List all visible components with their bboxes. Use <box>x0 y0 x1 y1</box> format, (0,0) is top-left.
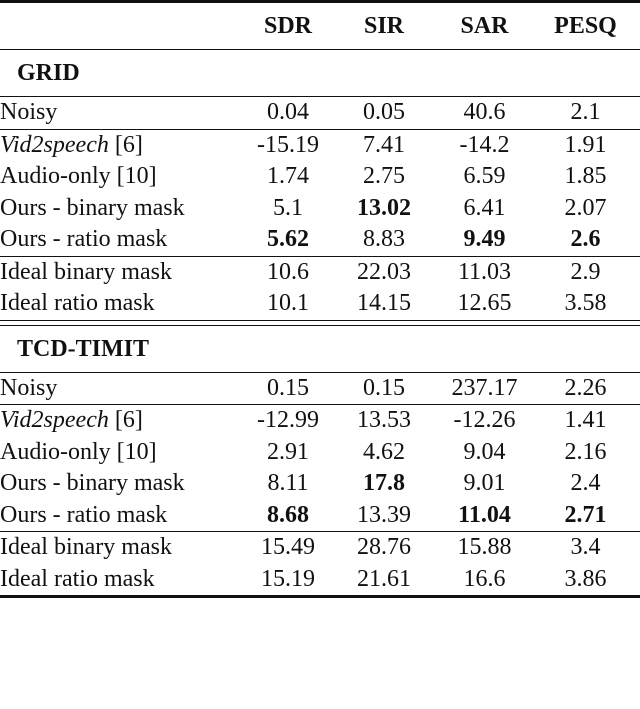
method-cell: Audio-only [10] <box>0 438 157 465</box>
value-cell: 9.01 <box>463 470 506 496</box>
table-row <box>0 129 640 161</box>
table-row <box>0 224 640 256</box>
method-name: Vid2speech <box>0 131 109 158</box>
value-cell: 14.15 <box>357 290 411 316</box>
value-cell: 0.15 <box>330 372 438 405</box>
value-cell-best: 17.8 <box>363 470 405 496</box>
section-title-grid: GRID <box>0 50 640 97</box>
value-cell: 10.1 <box>267 290 309 316</box>
value-cell: 28.76 <box>330 532 438 564</box>
table-row <box>0 500 640 532</box>
value-cell: 2.16 <box>564 438 607 465</box>
value-cell: 15.88 <box>438 532 531 564</box>
table-row <box>0 288 640 320</box>
method-cell: Noisy <box>0 372 246 405</box>
value-cell: 1.41 <box>531 405 640 437</box>
value-cell: 5.1 <box>273 194 303 221</box>
value-cell: 11.03 <box>438 256 531 288</box>
value-cell: 2.07 <box>564 194 607 221</box>
value-cell: -15.19 <box>246 129 330 161</box>
value-cell: 2.9 <box>531 256 640 288</box>
table-row <box>0 97 640 130</box>
value-cell: 1.91 <box>531 129 640 161</box>
header-pesq: PESQ <box>531 2 640 50</box>
value-cell-best: 5.62 <box>267 226 309 252</box>
value-cell: 6.41 <box>463 194 506 221</box>
value-cell: 15.19 <box>246 564 330 597</box>
value-cell: -12.99 <box>246 405 330 437</box>
value-cell: 7.41 <box>330 129 438 161</box>
value-cell: 3.86 <box>531 564 640 597</box>
value-cell: 16.6 <box>438 564 531 597</box>
method-cell: Noisy <box>0 97 246 130</box>
section-title-row <box>0 50 640 97</box>
value-cell: 2.75 <box>363 163 405 189</box>
value-cell: 2.91 <box>267 438 309 465</box>
method-cell: Ideal binary mask <box>0 256 246 288</box>
value-cell: 3.58 <box>564 290 607 316</box>
section-title-row <box>0 325 640 372</box>
table-row <box>0 405 640 437</box>
table-row <box>0 437 640 469</box>
value-cell: 8.83 <box>363 226 405 252</box>
table-row <box>0 161 640 193</box>
value-cell: 2.4 <box>570 470 601 496</box>
method-cell: Audio-only [10] <box>0 163 157 189</box>
method-name: Vid2speech <box>0 407 109 433</box>
value-cell: 6.59 <box>463 163 506 189</box>
value-cell: 3.4 <box>531 532 640 564</box>
method-cell: Ours - ratio mask <box>0 501 168 528</box>
table-row <box>0 372 640 405</box>
value-cell-best: 2.6 <box>570 226 601 252</box>
value-cell-best: 2.71 <box>564 501 607 528</box>
method-cell: Ours - ratio mask <box>0 226 168 252</box>
value-cell: 0.05 <box>330 97 438 130</box>
value-cell: 22.03 <box>330 256 438 288</box>
value-cell-best: 11.04 <box>458 501 511 528</box>
value-cell: 237.17 <box>438 372 531 405</box>
value-cell-best: 8.68 <box>267 501 309 528</box>
value-cell: 15.49 <box>246 532 330 564</box>
method-cell: Ours - binary mask <box>0 194 185 221</box>
method-cell <box>0 405 246 437</box>
value-cell: 13.53 <box>330 405 438 437</box>
value-cell: 21.61 <box>330 564 438 597</box>
header-empty-cell <box>0 2 246 50</box>
header-sar: SAR <box>438 2 531 50</box>
value-cell: 10.6 <box>246 256 330 288</box>
method-cell: Ours - binary mask <box>0 470 185 496</box>
table-row <box>0 564 640 597</box>
method-cell: Ideal ratio mask <box>0 290 155 316</box>
citation: [6] <box>114 407 143 433</box>
value-cell: 0.04 <box>246 97 330 130</box>
value-cell: 1.74 <box>267 163 309 189</box>
value-cell-best: 13.02 <box>357 194 411 221</box>
value-cell: 2.26 <box>531 372 640 405</box>
header-sdr: SDR <box>246 2 330 50</box>
header-sir: SIR <box>330 2 438 50</box>
table-row <box>0 256 640 288</box>
value-cell: 1.85 <box>564 163 607 189</box>
table-row <box>0 532 640 564</box>
value-cell: 8.11 <box>267 470 309 496</box>
section-title-tcd-timit: TCD-TIMIT <box>17 335 150 362</box>
value-cell: 2.1 <box>531 97 640 130</box>
method-cell <box>0 129 246 161</box>
method-cell: Ideal ratio mask <box>0 564 246 597</box>
value-cell-best: 9.49 <box>463 226 506 252</box>
citation: [6] <box>114 131 143 158</box>
table-row <box>0 193 640 225</box>
value-cell: 40.6 <box>438 97 531 130</box>
value-cell: 9.04 <box>463 438 506 465</box>
value-cell: -14.2 <box>438 129 531 161</box>
value-cell: 12.65 <box>457 290 512 316</box>
table-header-row <box>0 2 640 50</box>
value-cell: -12.26 <box>438 405 531 437</box>
table-row <box>0 468 640 500</box>
value-cell: 0.15 <box>246 372 330 405</box>
value-cell: 13.39 <box>357 501 411 528</box>
value-cell: 4.62 <box>363 438 405 465</box>
method-cell: Ideal binary mask <box>0 532 246 564</box>
